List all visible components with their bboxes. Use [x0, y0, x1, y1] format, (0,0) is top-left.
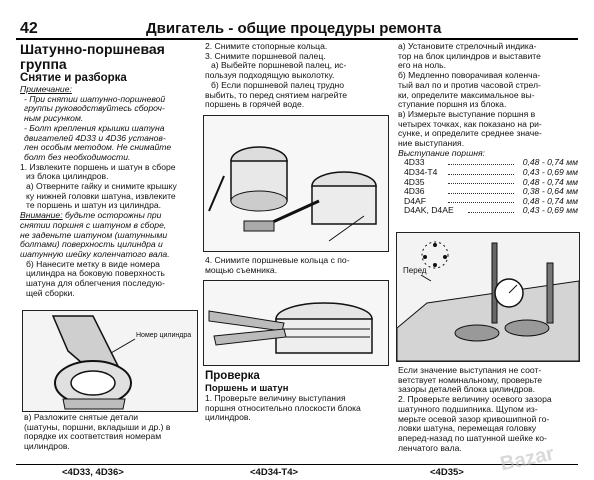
- check-text: [205, 394, 387, 423]
- step-line: из блока цилиндров.: [26, 171, 109, 182]
- dial-indicator-figure: [396, 232, 580, 362]
- step-line: ние выступания.: [398, 138, 465, 149]
- piston-pin-figure: [203, 115, 389, 252]
- step-line: поршня относительно плоскости блока: [205, 402, 361, 413]
- step-line: четырех точках, как показано на ри-: [398, 118, 542, 129]
- warning-line: будьте осторожны при: [62, 210, 162, 221]
- cylinder-number-label: Номер цилиндра: [136, 332, 192, 339]
- step-line: Если значение выступания не соот-: [398, 365, 542, 375]
- step-line: его на ноль.: [398, 60, 447, 71]
- check-section: [205, 370, 387, 423]
- step-line: шатуна для облегчения последую-: [26, 278, 165, 289]
- note-text: [20, 95, 196, 163]
- footer-label-middle: <4D34-T4>: [250, 467, 299, 478]
- ring-remover-drawing: [204, 281, 388, 365]
- piston-pin-drawing: [204, 116, 388, 251]
- step-line: 3. Снимите поршневой палец.: [205, 50, 326, 61]
- step-line: порядке их соответствия номерам: [24, 431, 162, 442]
- step-line: шатунного подшипника. Щупом из-: [398, 403, 538, 414]
- spec-table: [398, 158, 578, 216]
- step-line: ки, определите максимальное вы-: [398, 89, 535, 100]
- warning-line: шатунную шейку коленчатого вала.: [20, 248, 170, 259]
- step-line: пользуя подходящую выколотку.: [205, 70, 335, 81]
- note-line: - При снятии шатунно-поршневой: [24, 93, 166, 104]
- step-line: (шатуны, поршни, вкладыши и др.) в: [24, 421, 171, 432]
- spec-value: 0,43 - 0,69 мм: [522, 205, 578, 216]
- step-line: цилиндров.: [24, 441, 70, 452]
- spec-value: 0,38 - 0,64 мм: [522, 186, 578, 197]
- spec-value: 0,48 - 0,74 мм: [522, 195, 578, 206]
- spec-value: 0,48 - 0,74 мм: [522, 176, 578, 187]
- note-line: болт без необходимости.: [24, 151, 131, 162]
- step-line: тор на блок цилиндров и выставите: [398, 50, 541, 61]
- note-label: Примечание:: [20, 84, 72, 94]
- step-line: тый вал по и против часовой стрел-: [398, 79, 541, 90]
- step-line: вперед-назад по шатунной шейке ко-: [398, 432, 547, 443]
- dial-indicator-drawing: [397, 233, 579, 361]
- step-line: сунке, и определите среднее значе-: [398, 128, 542, 139]
- step-line: 1. Извлеките поршень и шатун в сборе: [20, 161, 176, 172]
- step-b: [20, 260, 196, 299]
- step-line: поршень в горячей воде.: [205, 99, 305, 110]
- step-line: а) Установите стрелочный индика-: [398, 41, 537, 51]
- spec-model: 4D36: [404, 186, 425, 197]
- spec-title: Выступание поршня:: [398, 147, 485, 158]
- step-line: а) Отверните гайку и снимите крышку: [26, 181, 177, 192]
- right-column-bottom: [398, 366, 578, 453]
- section-title-line: группа: [20, 56, 67, 72]
- note-line: лен особым методом. Не снимайте: [24, 142, 172, 153]
- section-title-line: Шатунно-поршневая: [20, 41, 165, 57]
- note-line: двигателей 4D33 и 4D36 установ-: [24, 132, 166, 143]
- right-column-top: [398, 42, 578, 216]
- page-title: Двигатель - общие процедуры ремонта: [146, 20, 442, 37]
- step-1: [20, 163, 196, 212]
- step-line: зазоры деталей блока цилиндров.: [398, 384, 536, 395]
- note-line: - Болт крепления крышки шатуна: [24, 122, 165, 133]
- step-line: мощью съемника.: [205, 264, 278, 275]
- step-line: щей сборки.: [26, 287, 75, 298]
- header-rule: [16, 38, 578, 40]
- warning-line: болтами) поверхность цилиндра и: [20, 239, 163, 250]
- check-title: Проверка: [205, 370, 260, 382]
- step-line: ку нижней головки шатуна, извлеките: [26, 190, 176, 201]
- spec-model: D4AF: [404, 195, 426, 206]
- note-line: ным рисунком.: [24, 113, 84, 124]
- step-line: ступание поршня из блока.: [398, 99, 507, 110]
- section-title: [20, 42, 196, 72]
- check-subtitle: Поршень и шатун: [205, 383, 289, 394]
- warning-label: Внимание:: [20, 210, 63, 221]
- watermark: Bazar: [498, 442, 557, 476]
- warning-line: не заденьте шатуном (шатунными: [20, 229, 168, 240]
- left-column: [20, 42, 196, 298]
- step-line: выбить, то перед снятием нагрейте: [205, 89, 348, 100]
- step-line: те поршень и шатун из цилиндра.: [26, 200, 162, 211]
- footer-label-right: <4D35>: [430, 467, 464, 478]
- step-line: мерьте осевой зазор кривошипной го-: [398, 413, 550, 424]
- step-line: ветствует номинальному, проверьте: [398, 374, 543, 385]
- step-line: 1. Проверьте величину выступания: [205, 393, 346, 403]
- step-line: в) Разложите снятые детали: [24, 412, 139, 422]
- step-c: [24, 413, 196, 452]
- spec-value: 0,48 - 0,74 мм: [522, 157, 578, 168]
- step-line: 2. Проверьте величину осевого зазора: [398, 394, 552, 405]
- subsection-title: Снятие и разборка: [20, 72, 127, 84]
- step-line: цилиндра на боковую поверхность: [26, 268, 165, 279]
- warning-text: [20, 211, 196, 260]
- page-number: 42: [20, 20, 38, 37]
- ring-remover-figure: [203, 280, 389, 366]
- footer-rule: [16, 464, 578, 465]
- spec-model: 4D35: [404, 176, 425, 187]
- step-line: в) Измерьте выступание поршня в: [398, 108, 536, 119]
- spec-model: 4D33: [404, 157, 425, 168]
- spec-row: [404, 206, 578, 216]
- step-line: а) Выбейте поршневой палец, ис-: [211, 60, 347, 71]
- note-line: группы руководствуйтесь сбороч-: [24, 103, 165, 114]
- spec-model: D4AK, D4AE: [404, 205, 454, 216]
- step-4: [205, 256, 387, 275]
- front-label: Перед: [403, 266, 427, 275]
- connecting-rod-figure: [22, 310, 198, 412]
- step-line: ловки шатуна, перемещая головку: [398, 423, 537, 434]
- footer-label-left: <4D33, 4D36>: [62, 467, 124, 478]
- step-line: б) Медленно поворачивая коленча-: [398, 70, 541, 81]
- warning-line: снятии поршня с шатуном в сборе,: [20, 219, 167, 230]
- connecting-rod-drawing: [23, 311, 197, 411]
- step-line: б) Если поршневой палец трудно: [211, 79, 345, 90]
- middle-column-top: [205, 42, 387, 110]
- step-line: цилиндров.: [205, 412, 251, 423]
- spec-value: 0,43 - 0,69 мм: [522, 167, 578, 178]
- step-line: ленчатого вала.: [398, 442, 462, 453]
- step-line: 2. Снимите стопорные кольца.: [205, 41, 328, 51]
- step-line: 4. Снимите поршневые кольца с по-: [205, 255, 350, 265]
- step-line: б) Нанесите метку в виде номера: [26, 258, 160, 269]
- spec-model: 4D34-T4: [404, 167, 438, 178]
